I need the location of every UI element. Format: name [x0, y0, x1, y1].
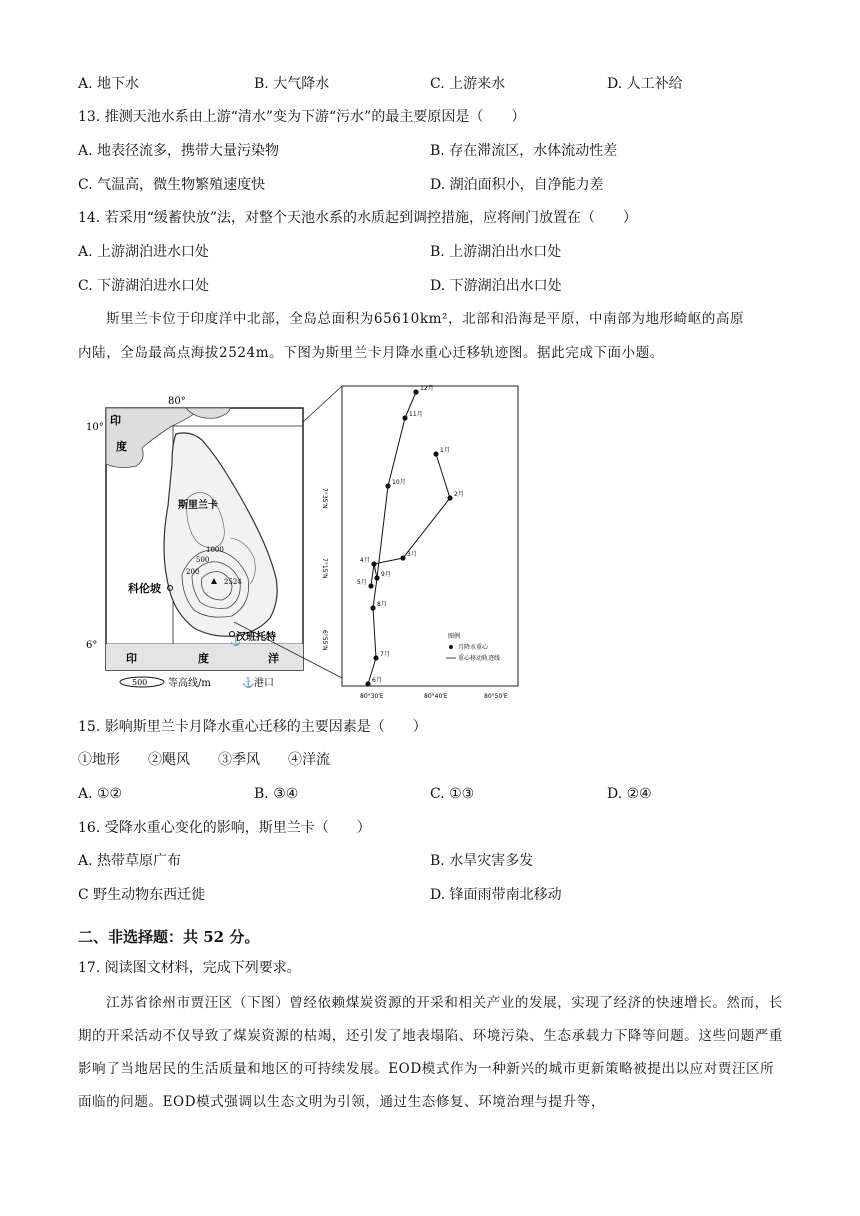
map-lat-bottom: 6°: [86, 640, 98, 651]
lon-tick-1: 80°30'E: [360, 693, 384, 700]
map-ocean-3: 洋: [268, 652, 279, 665]
map-india-2: 度: [116, 440, 127, 453]
legend-contour-label: 等高线/m: [168, 678, 211, 689]
map-lat-top: 10°: [86, 422, 104, 433]
centroid-label-11: 11月: [409, 411, 423, 418]
q17-paragraph-text: 江苏省徐州市贾汪区（下图）曾经依赖煤炭资源的开采和相关产业的发展，实现了经济的快速增长。然而，长期的开采活动不仅导致了煤炭资源的枯竭，还引发了地表塌陷、环境污染、生态承载力下降等问题。这些问题严重影响了当地居民的生活质量和地区的可持续发展。EOD模式作为一种新兴的城市更新策略被提出以应对贾汪区所面临的问题。EOD模式强调以生态文明为引领，通过生态修复、环境治理与提升等，: [78, 995, 783, 1110]
centroid-label-4: 4月: [360, 557, 370, 564]
q14-option-a: A. 上游湖泊进水口处: [78, 244, 210, 260]
q12-option-c: C. 上游来水: [430, 76, 506, 92]
q12-option-b: B. 大气降水: [254, 76, 330, 92]
centroid-label-7: 7月: [380, 651, 390, 658]
legend-contour-value: 500: [132, 678, 148, 687]
centroid-label-6: 6月: [372, 677, 382, 684]
q13-stem: 13. 推测天池水系由上游“清水”变为下游“污水”的最主要原因是（ ）: [78, 109, 526, 125]
q13-option-d: D. 湖泊面积小，自净能力差: [430, 177, 604, 193]
centroid-point-4: [371, 561, 376, 566]
port-icon: ⚓: [242, 678, 255, 689]
section-heading: 二、非选择题：共 52 分。: [78, 928, 260, 946]
lon-tick-2: 80°40'E: [424, 693, 448, 700]
q14-stem: 14. 若采用“缓蓄快放”法，对整个天池水系的水质起到调控措施，应将闸门放置在（ ）: [78, 210, 638, 226]
sri-lanka-figure: [86, 378, 518, 700]
q15-items: ①地形 ②飓风 ③季风 ④洋流: [78, 752, 330, 768]
centroid-point-3: [400, 555, 405, 560]
centroid-point-12: [413, 389, 418, 394]
chart-legend-title: 图例: [448, 633, 461, 640]
map-lon-label: 80°: [168, 396, 186, 407]
legend-port-label: 港口: [254, 678, 274, 689]
q13-option-a: A. 地表径流多，携带大量污染物: [78, 143, 280, 159]
q17-stem: 17. 阅读图文材料，完成下列要求。: [78, 960, 301, 976]
map-india-1: 印: [110, 414, 121, 427]
rainfall-centroid-chart: [321, 384, 518, 700]
centroid-label-1: 1月: [440, 447, 450, 454]
lat-tick-1: 7°35'N: [321, 488, 328, 509]
q15-option-a: A. ①②: [78, 786, 123, 802]
svg-text:⚓: ⚓: [230, 637, 242, 647]
q13-option-b: B. 存在滞流区，水体流动性差: [430, 143, 618, 159]
centroid-point-5: [368, 583, 373, 588]
lon-tick-3: 80°50'E: [484, 693, 508, 700]
map-ocean-1: 印: [126, 652, 137, 665]
map-contour-1000: 1000: [206, 546, 224, 554]
centroid-point-1: [433, 451, 438, 456]
centroid-label-12: 12月: [420, 385, 434, 392]
centroid-label-2: 2月: [454, 491, 464, 498]
sri-lanka-map: [86, 396, 303, 689]
map-hambantota-label: 汉班托特: [236, 632, 276, 643]
map-peak-label: 2524: [224, 578, 242, 586]
intro-line-2: 内陆，全岛最高点海拔2524m。下图为斯里兰卡月降水重心迁移轨迹图。据此完成下面小题。: [78, 345, 664, 361]
q14-option-d: D. 下游湖泊出水口处: [430, 278, 562, 294]
q16-option-d: D. 锋面雨带南北移动: [430, 887, 562, 903]
centroid-label-9: 9月: [381, 571, 391, 578]
q12-option-a: A. 地下水: [78, 76, 140, 92]
centroid-label-10: 10月: [392, 479, 406, 486]
map-contour-500: 500: [196, 556, 210, 564]
q13-option-c: C. 气温高，微生物繁殖速度快: [78, 177, 266, 193]
map-colombo-label: 科伦坡: [128, 582, 161, 595]
centroid-point-8: [370, 605, 375, 610]
lat-tick-2: 7°15'N: [321, 558, 328, 579]
centroid-point-9: [374, 575, 379, 580]
q15-option-c: C. ①③: [430, 786, 475, 802]
q12-option-d: D. 人工补给: [607, 76, 683, 92]
q16-option-a: A. 热带草原广布: [78, 853, 182, 869]
centroid-point-6: [365, 681, 370, 686]
q15-option-b: B. ③④: [254, 786, 299, 802]
q17-paragraph: [78, 987, 783, 1119]
q16-option-c: C 野生动物东西迁徙: [78, 887, 206, 903]
map-ocean-2: 度: [198, 652, 209, 665]
intro-line-1: 斯里兰卡位于印度洋中北部，全岛总面积为65610km²，北部和沿海是平原，中南部为地形崎岖的高原: [106, 311, 745, 327]
q15-stem: 15. 影响斯里兰卡月降水重心迁移的主要因素是（ ）: [78, 719, 427, 735]
q16-option-b: B. 水旱灾害多发: [430, 853, 534, 869]
map-contour-200: 200: [186, 568, 200, 576]
centroid-label-3: 3月: [407, 551, 417, 558]
map-country-label: 斯里兰卡: [178, 500, 218, 511]
centroid-point-10: [385, 483, 390, 488]
centroid-label-5: 5月: [357, 579, 367, 586]
centroid-point-7: [373, 655, 378, 660]
centroid-label-8: 8月: [377, 601, 387, 608]
chart-legend-point: 月降水重心: [458, 644, 489, 651]
q16-stem: 16. 受降水重心变化的影响，斯里兰卡（ ）: [78, 820, 371, 836]
lat-tick-3: 6°55'N: [321, 630, 328, 651]
q14-option-b: B. 上游湖泊出水口处: [430, 244, 562, 260]
q14-option-c: C. 下游湖泊进水口处: [78, 278, 210, 294]
centroid-point-11: [402, 415, 407, 420]
chart-legend-line: 重心移动轨迹线: [458, 655, 501, 662]
q15-option-d: D. ②④: [607, 786, 652, 802]
centroid-point-2: [447, 495, 452, 500]
